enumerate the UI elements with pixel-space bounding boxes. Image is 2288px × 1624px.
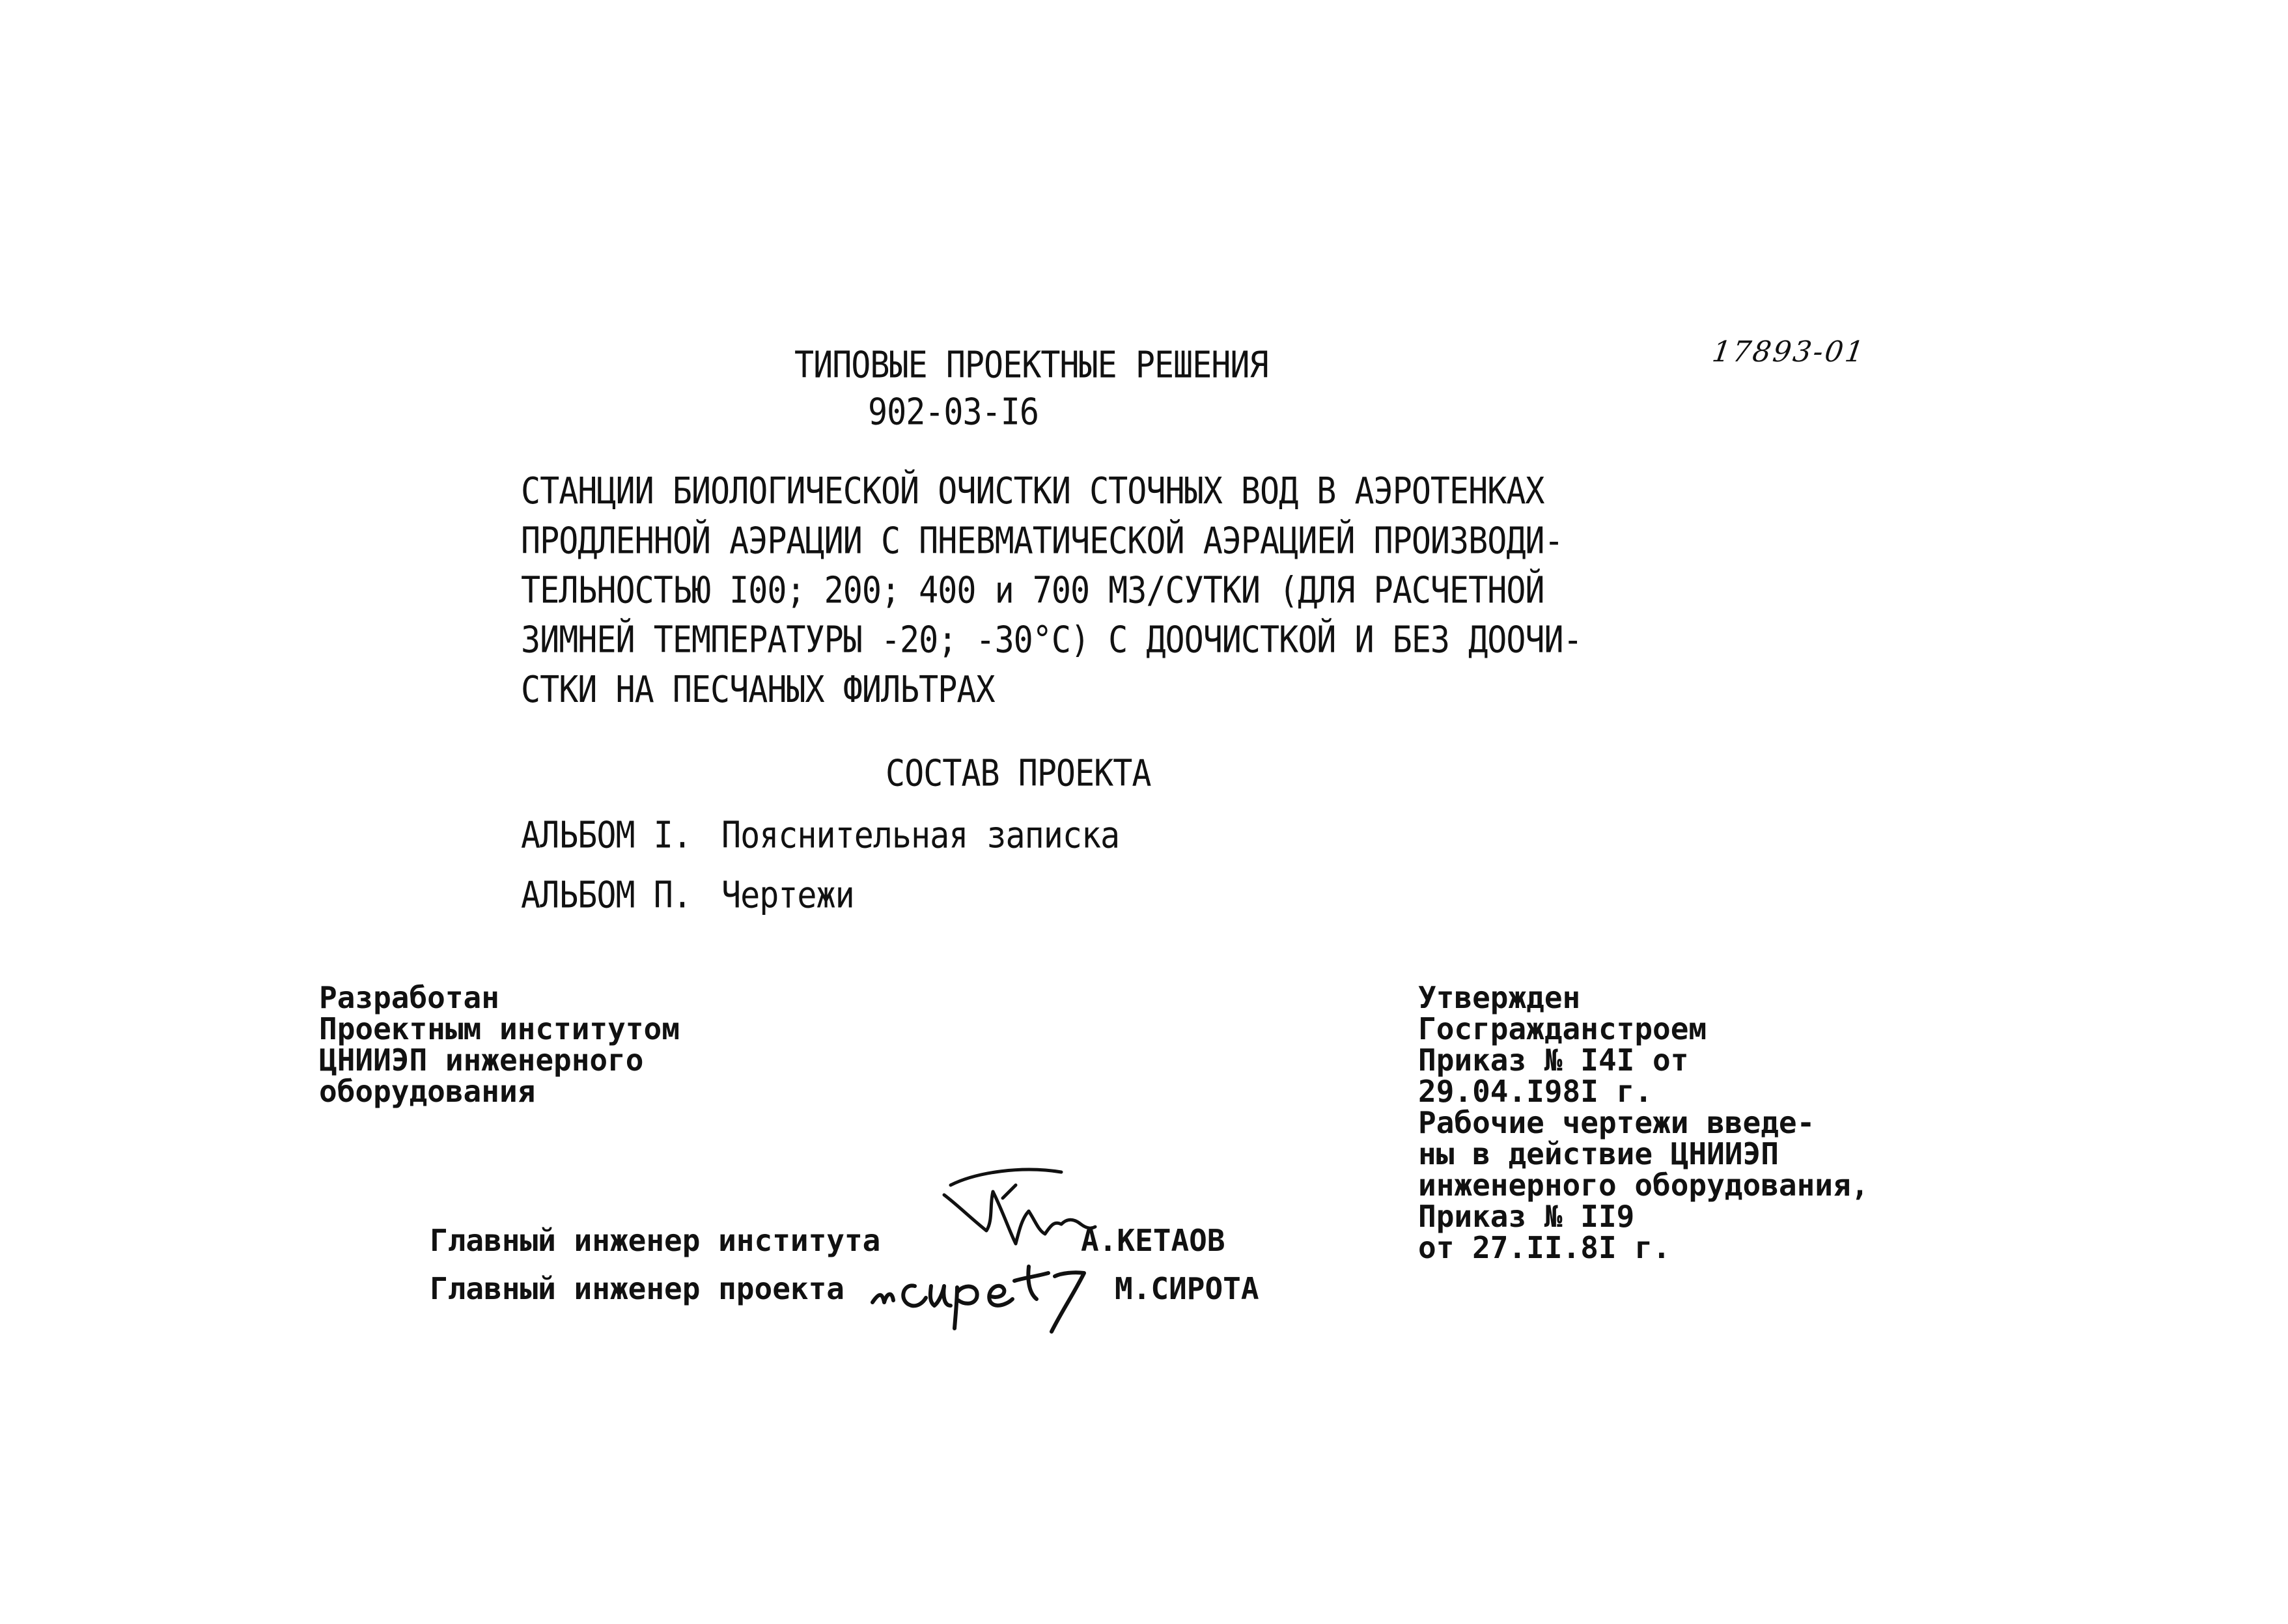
approved-by-line: Утвержден [1418, 980, 1581, 1015]
approved-by-line: Рабочие чертежи введе- [1418, 1105, 1815, 1140]
approved-by-line: ны в действие ЦНИИЭП [1418, 1136, 1779, 1171]
album-title: Пояснительная записка [721, 814, 1120, 856]
project-description [521, 466, 1582, 714]
approved-by-line: Госгражданстроем [1418, 1011, 1707, 1046]
signature-role: Главный инженер института [430, 1223, 881, 1258]
description-line: ТЕЛЬНОСТЬЮ I00; 200; 400 и 700 М3/СУТКИ (ДЛЯ РАСЧЕТНОЙ [521, 568, 1544, 611]
approved-by-line: инженерного оборудования, [1418, 1168, 1869, 1203]
document-number: 17893-01 [1710, 335, 1868, 369]
description-line: ЗИМНЕЙ ТЕМПЕРАТУРЫ -20; -30°С) С ДООЧИСТКОЙ И БЕЗ ДООЧИ- [521, 619, 1582, 662]
approved-by-block [1418, 982, 1869, 1263]
developed-by-line: оборудования [319, 1074, 536, 1109]
developed-by-line: Проектным институтом [319, 1011, 680, 1046]
signature-name: А.КЕТАОВ [1081, 1223, 1225, 1258]
approved-by-line: Приказ № II9 [1418, 1199, 1635, 1234]
developed-by-line: ЦНИИЭП инженерного [319, 1043, 644, 1078]
composition-heading: СОСТАВ ПРОЕКТА [886, 752, 1151, 794]
album-title: Чертежи [721, 874, 854, 916]
signature-role: Главный инженер проекта [430, 1271, 844, 1306]
album-label: АЛЬБОМ П. [521, 874, 691, 916]
album-label: АЛЬБОМ I. [521, 814, 691, 856]
description-line: СТАНЦИИ БИОЛОГИЧЕСКОЙ ОЧИСТКИ СТОЧНЫХ ВОД В АЭРОТЕНКАХ [521, 469, 1544, 512]
document-title: ТИПОВЫЕ ПРОЕКТНЫЕ РЕШЕНИЯ [794, 344, 1268, 386]
description-line: СТКИ НА ПЕСЧАНЫХ ФИЛЬТРАХ [521, 668, 995, 711]
developed-by-line: Разработан [319, 980, 499, 1015]
developed-by-block [319, 982, 680, 1107]
handwritten-signature-project [866, 1240, 1120, 1338]
approved-by-line: 29.04.I98I г. [1418, 1074, 1653, 1109]
approved-by-line: от 27.II.8I г. [1418, 1230, 1671, 1265]
signature-name: М.СИРОТА [1115, 1271, 1259, 1306]
document-code: 902-03-I6 [868, 391, 1039, 433]
approved-by-line: Приказ № I4I от [1418, 1043, 1689, 1078]
description-line: ПРОДЛЕННОЙ АЭРАЦИИ С ПНЕВМАТИЧЕСКОЙ АЭРАЦИЕЙ ПРОИЗВОДИ- [521, 519, 1563, 562]
